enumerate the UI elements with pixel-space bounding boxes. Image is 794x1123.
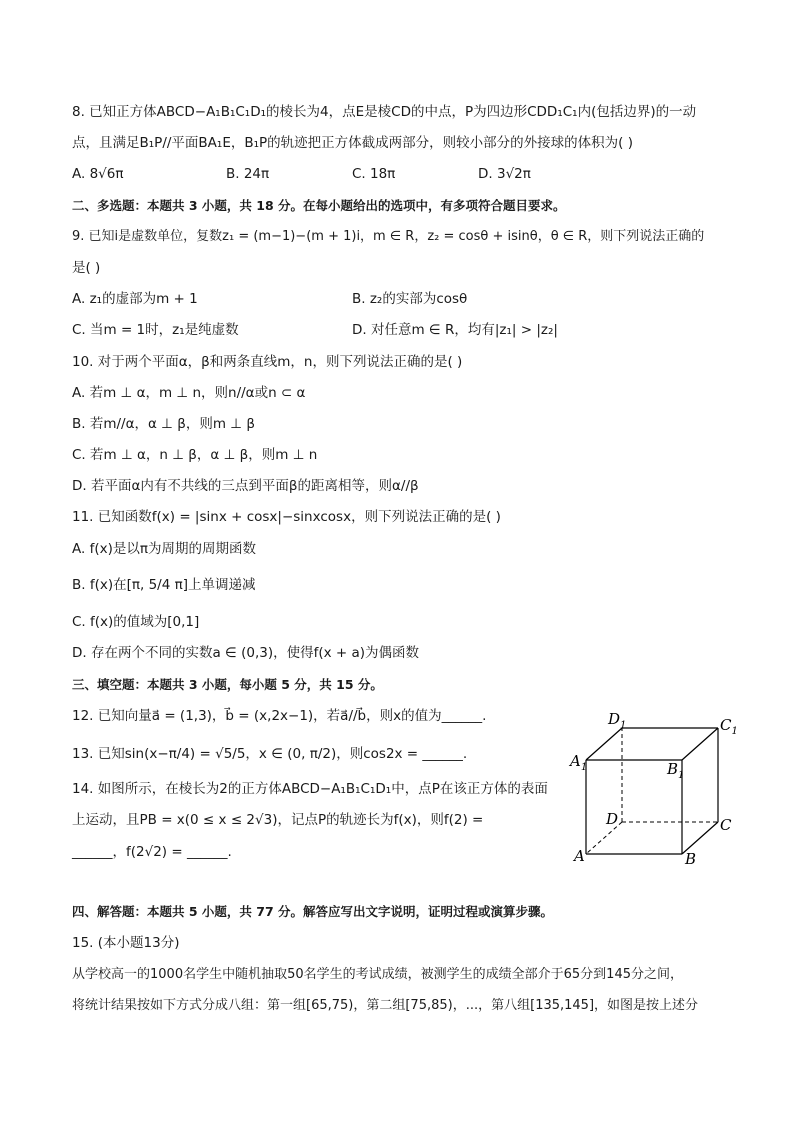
label-a1: $A_1$ [570, 752, 588, 773]
q15-head: 15. (本小题13分) [72, 935, 180, 951]
q11-stem: 11. 已知函数f(x) = |sinx + cosx|−sinxcosx，则下列说法正确的是( ) [72, 509, 501, 525]
q14-line1: 14. 如图所示，在棱长为2的正方体ABCD−A₁B₁C₁D₁中，点P在该正方体的表面 [72, 781, 548, 797]
q8-option-d: D. 3√2π [478, 166, 531, 182]
label-c: C [720, 816, 732, 834]
label-b: B [685, 850, 697, 868]
q15-line2: 将统计结果按如下方式分成八组：第一组[65,75)，第二组[75,85)，...，第八组[135,145]，如图是按上述分 [72, 998, 699, 1013]
q9-line1: 9. 已知i是虚数单位，复数z₁ = (m−1)−(m + 1)i，m ∈ R，z₂ = cosθ + isinθ，θ ∈ R，则下列说法正确的 [72, 229, 705, 244]
q10-option-a: A. 若m ⊥ α，m ⊥ n，则n//α或n ⊂ α [72, 385, 306, 401]
q8-line1: 8. 已知正方体ABCD−A₁B₁C₁D₁的棱长为4，点E是棱CD的中点，P为四边形CDD₁C₁内(包括边界)的一动 [72, 104, 697, 120]
q8-option-a: A. 8√6π [72, 166, 124, 182]
q9-option-c: C. 当m = 1时，z₁是纯虚数 [72, 322, 239, 338]
q9-line2: 是( ) [72, 260, 101, 276]
q11-option-a: A. f(x)是以π为周期的周期函数 [72, 541, 256, 557]
label-d1: $D_1$ [608, 710, 627, 731]
q8-option-b: B. 24π [226, 166, 270, 182]
q10-stem: 10. 对于两个平面α，β和两条直线m，n，则下列说法正确的是( ) [72, 354, 463, 370]
cube-figure [566, 706, 736, 866]
edge-a1-d1 [586, 728, 622, 760]
label-b1: $B_1$ [667, 760, 685, 781]
q14-line2: 上运动，且PB = x(0 ≤ x ≤ 2√3)，记点P的轨迹长为f(x)，则f(2) = [72, 812, 484, 828]
q9-option-a: A. z₁的虚部为m + 1 [72, 291, 198, 307]
label-a: A [574, 847, 585, 865]
q12: 12. 已知向量a⃗ = (1,3)，b⃗ = (x,2x−1)，若a⃗//b⃗，则x的值为______. [72, 708, 487, 724]
q8-line2: 点，且满足B₁P//平面BA₁E，B₁P的轨迹把正方体截成两部分，则较小部分的外接球的体积为( ) [72, 135, 633, 151]
edge-c1-b1 [682, 728, 718, 760]
q10-option-b: B. 若m//α，α ⊥ β，则m ⊥ β [72, 416, 255, 432]
q8-option-c: C. 18π [352, 166, 396, 182]
q11-option-b: B. f(x)在[π, 5/4 π]上单调递减 [72, 577, 256, 593]
section-answer-heading: 四、解答题：本题共 5 小题，共 77 分。解答应写出文字说明，证明过程或演算步骤。 [72, 904, 554, 919]
q15-line1: 从学校高一的1000名学生中随机抽取50名学生的考试成绩，被测学生的成绩全部介于65分到145分之间， [72, 967, 683, 982]
q13: 13. 已知sin(x−π/4) = √5/5，x ∈ (0, π/2)，则cos2x = ______. [72, 746, 468, 762]
section-fill-in-heading: 三、填空题：本题共 3 小题，每小题 5 分，共 15 分。 [72, 677, 383, 692]
q11-option-c: C. f(x)的值域为[0,1] [72, 614, 200, 630]
q11-option-d: D. 存在两个不同的实数a ∈ (0,3)，使得f(x + a)为偶函数 [72, 645, 420, 661]
q9-option-d: D. 对任意m ∈ R，均有|z₁| > |z₂| [352, 322, 558, 338]
section-multi-choice-heading: 二、多选题：本题共 3 小题，共 18 分。在每小题给出的选项中，有多项符合题目要求。 [72, 198, 566, 213]
label-d: D [606, 810, 619, 828]
label-c1: $C_1$ [720, 716, 738, 737]
q10-option-d: D. 若平面α内有不共线的三点到平面β的距离相等，则α//β [72, 478, 419, 494]
q14-line3: ______，f(2√2) = ______. [72, 844, 232, 860]
q10-option-c: C. 若m ⊥ α，n ⊥ β，α ⊥ β，则m ⊥ n [72, 447, 318, 463]
q9-option-b: B. z₂的实部为cosθ [352, 291, 468, 307]
